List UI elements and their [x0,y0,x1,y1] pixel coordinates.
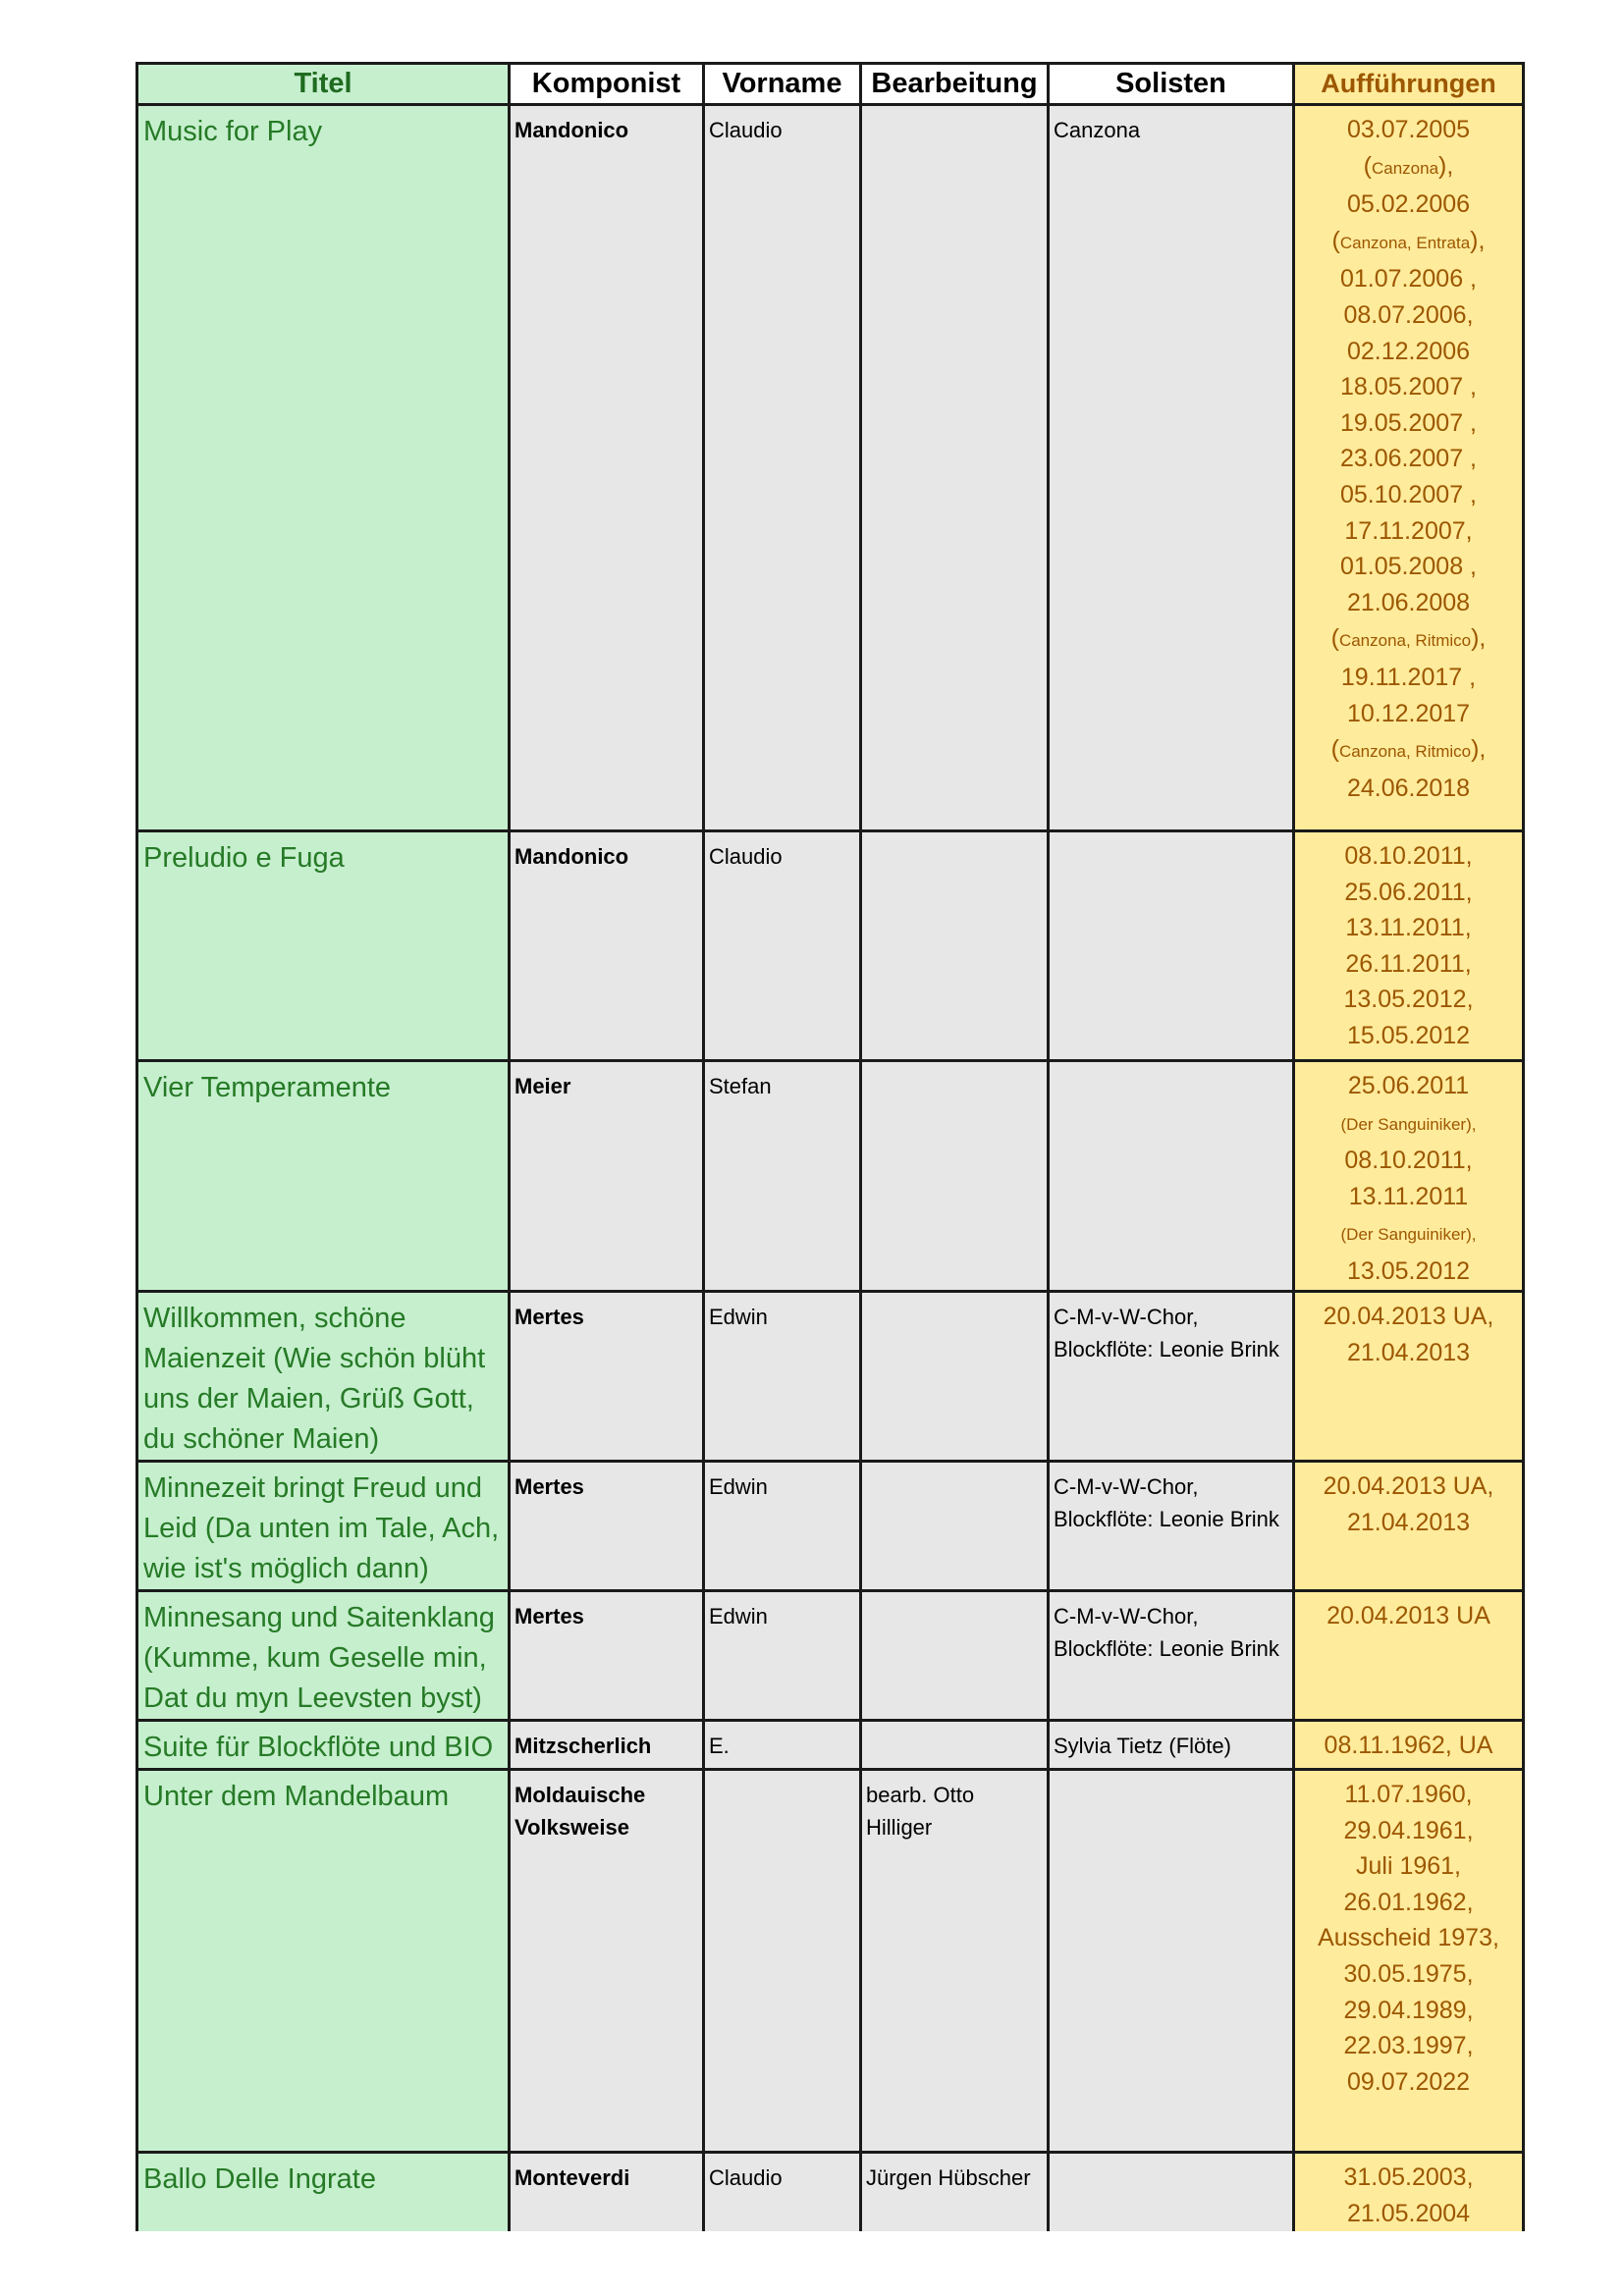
cell-titel: Unter dem Mandelbaum [137,1770,510,2153]
repertoire-page [135,62,1522,2231]
performance-line: 08.11.1962, UA [1324,1732,1493,1759]
performance-line: 26.01.1962, [1343,1888,1474,1916]
cell-vorname: Claudio [704,105,861,831]
cell-titel: Minnezeit bringt Freud und Leid (Da unten im Tale, Ach, wie ist's möglich dann) [137,1462,510,1591]
cell-vorname: Edwin [704,1292,861,1462]
repertoire-table [135,62,1525,2231]
paren-open: ( [1330,624,1339,653]
paren-close: ), [1471,735,1487,764]
performance-line: 05.02.2006 [1346,190,1471,219]
header-solisten: Solisten [1049,64,1294,105]
performance-line: 13.11.2011, [1345,914,1472,942]
performance-line: 03.07.2005 [1346,116,1471,143]
cell-auffuehrungen [1294,1061,1524,1292]
performance-line: 22.03.1997, [1343,2032,1474,2060]
performance-line: 05.10.2007 , [1339,480,1477,508]
cell-titel: Music for Play [137,105,510,831]
cell-vorname: Edwin [704,1591,861,1721]
performance-line: 13.11.2011 [1348,1182,1469,1210]
cell-auffuehrungen [1294,105,1524,831]
cell-komponist: Mandonico [510,831,704,1061]
table-row [137,2153,1524,2232]
performance-line [1297,223,1520,262]
paren-close: ), [1438,151,1454,180]
table-row [137,1591,1524,1721]
cell-solisten [1049,831,1294,1061]
performance-line [1297,620,1520,660]
cell-solisten: C-M-v-W-Chor, Blockflöte: Leonie Brink [1049,1462,1294,1591]
performance-line: 20.04.2013 UA, [1323,1303,1494,1330]
cell-auffuehrungen [1294,1292,1524,1462]
cell-bearbeitung [861,1292,1049,1462]
cell-auffuehrungen [1294,1591,1524,1721]
movement-note: Canzona, Ritmico [1338,631,1472,651]
cell-solisten [1049,1770,1294,2153]
performance-line: 10.12.2017 [1346,699,1471,727]
performance-line: 31.05.2003, [1343,2163,1474,2191]
cell-komponist: Monteverdi [510,2153,704,2232]
performance-line: 26.11.2011, [1345,949,1472,978]
paren-open: ( [1331,226,1340,254]
performance-line: Ausscheid 1973, [1318,1924,1499,1952]
performance-line [1297,1104,1520,1144]
performance-line: 29.04.1961, [1343,1816,1474,1844]
table-row [137,105,1524,831]
header-auffuehrungen: Aufführungen [1294,64,1524,105]
header-vorname: Vorname [704,64,861,105]
paren-open: ( [1330,735,1339,764]
cell-titel: Willkommen, schöne Maienzeit (Wie schön blüht uns der Maien, Grüß Gott, du schöner Maien) [137,1292,510,1462]
performance-line: 08.07.2006, [1343,300,1474,329]
cell-bearbeitung [861,105,1049,831]
movement-note: (Der Sanguiniker), [1340,1114,1477,1134]
cell-titel: Vier Temperamente [137,1061,510,1292]
performance-line: 13.05.2012 [1346,1256,1471,1285]
cell-bearbeitung [861,1721,1049,1770]
cell-titel: Minnesang und Saitenklang (Kumme, kum Geselle min, Dat du myn Leevsten byst) [137,1591,510,1721]
performance-line: 09.07.2022 [1346,2067,1471,2096]
performance-line: 19.05.2007 , [1339,408,1477,437]
performance-line: 17.11.2007, [1344,516,1473,545]
paren-open: ( [1363,151,1372,180]
performance-line [1297,731,1520,771]
table-row [137,831,1524,1061]
header-bearbeitung: Bearbeitung [861,64,1049,105]
performance-line: 29.04.1989, [1343,1996,1474,2024]
cell-bearbeitung [861,1591,1049,1721]
performance-line: 11.07.1960, [1344,1781,1473,1808]
paren-close: ), [1470,226,1486,254]
performance-line: 20.04.2013 UA, [1323,1472,1494,1500]
performance-line [1297,1214,1520,1254]
performance-line: 20.04.2013 UA [1326,1602,1490,1629]
table-row [137,1292,1524,1462]
cell-auffuehrungen [1294,1721,1524,1770]
performance-line: 21.06.2008 [1346,588,1471,616]
performance-line [1297,148,1520,187]
cell-bearbeitung [861,831,1049,1061]
cell-solisten: Sylvia Tietz (Flöte) [1049,1721,1294,1770]
cell-bearbeitung [861,1462,1049,1591]
performance-line: 23.06.2007 , [1339,445,1477,473]
paren-close: ), [1471,624,1487,653]
cell-komponist: Mertes [510,1462,704,1591]
header-komponist: Komponist [510,64,704,105]
performance-line: 15.05.2012 [1346,1021,1471,1049]
cell-solisten [1049,2153,1294,2232]
cell-bearbeitung: bearb. Otto Hilliger [861,1770,1049,2153]
cell-titel: Preludio e Fuga [137,831,510,1061]
performance-line: 01.07.2006 , [1339,265,1477,294]
performance-line: 21.04.2013 [1346,1338,1471,1366]
movement-note: (Der Sanguiniker), [1340,1225,1477,1245]
header-row [137,64,1524,105]
cell-komponist: Meier [510,1061,704,1292]
cell-bearbeitung [861,1061,1049,1292]
cell-vorname: Claudio [704,831,861,1061]
cell-titel: Suite für Blockflöte und BIO [137,1721,510,1770]
movement-note: Canzona, Entrata [1339,233,1471,252]
performance-line: 21.05.2004 [1346,2199,1471,2227]
movement-note: Canzona, Ritmico [1338,742,1472,762]
performance-line: 25.06.2011 [1347,1072,1470,1099]
performance-line: 08.10.2011, [1344,842,1473,870]
performance-line: 19.11.2017 , [1340,663,1477,691]
performance-line: 01.05.2008 , [1339,553,1477,581]
cell-komponist: Mertes [510,1292,704,1462]
cell-vorname [704,1770,861,2153]
cell-auffuehrungen [1294,831,1524,1061]
cell-komponist: Moldauische Volksweise [510,1770,704,2153]
cell-solisten: Canzona [1049,105,1294,831]
table-row [137,1770,1524,2153]
cell-solisten: C-M-v-W-Chor, Blockflöte: Leonie Brink [1049,1292,1294,1462]
header-titel: Titel [137,64,510,105]
performance-line: 21.04.2013 [1346,1508,1471,1536]
performance-line: 08.10.2011, [1344,1147,1473,1175]
cell-vorname: E. [704,1721,861,1770]
performance-line: 13.05.2012, [1343,986,1474,1014]
cell-auffuehrungen [1294,1770,1524,2153]
cell-komponist: Mandonico [510,105,704,831]
performance-line: 30.05.1975, [1343,1959,1474,1988]
cell-titel: Ballo Delle Ingrate [137,2153,510,2232]
cell-auffuehrungen [1294,1462,1524,1591]
table-row [137,1462,1524,1591]
performance-line: 24.06.2018 [1346,774,1471,802]
cell-komponist: Mitzscherlich [510,1721,704,1770]
cell-vorname: Claudio [704,2153,861,2232]
cell-solisten [1049,1061,1294,1292]
cell-vorname: Edwin [704,1462,861,1591]
performance-line: Juli 1961, [1355,1852,1462,1881]
performance-line: 25.06.2011, [1344,878,1473,906]
performance-line: 02.12.2006 [1346,337,1471,365]
table-row [137,1061,1524,1292]
cell-bearbeitung: Jürgen Hübscher [861,2153,1049,2232]
cell-vorname: Stefan [704,1061,861,1292]
movement-note: Canzona [1371,158,1439,178]
cell-komponist: Mertes [510,1591,704,1721]
table-row [137,1721,1524,1770]
cell-solisten: C-M-v-W-Chor, Blockflöte: Leonie Brink [1049,1591,1294,1721]
cell-auffuehrungen [1294,2153,1524,2232]
performance-line: 18.05.2007 , [1339,373,1477,401]
